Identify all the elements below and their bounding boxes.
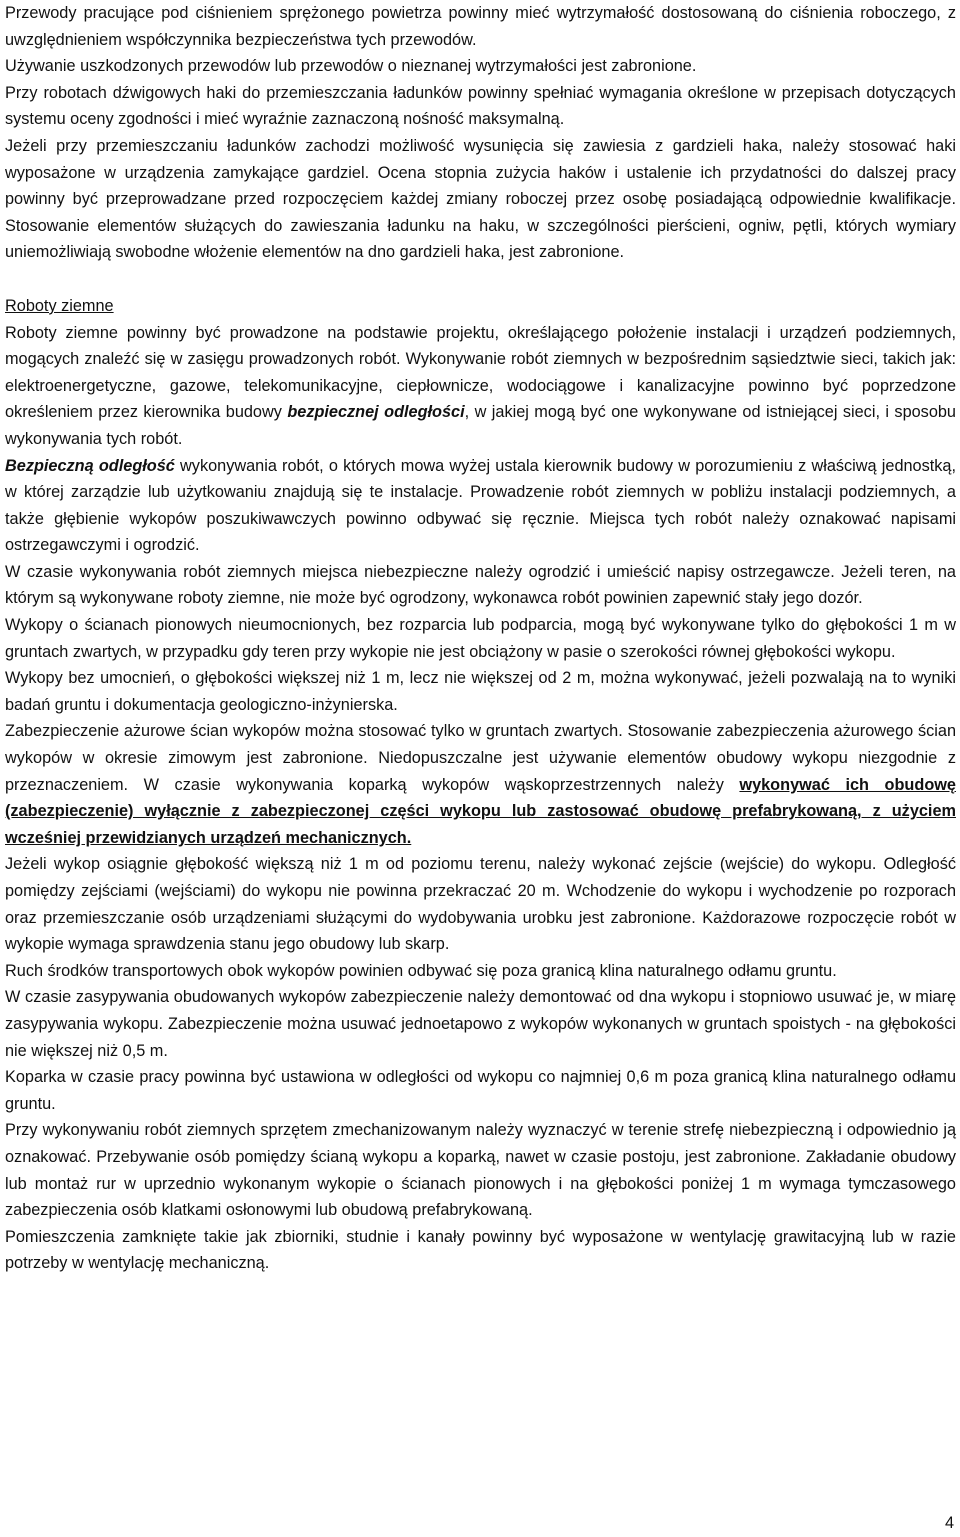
text-run: wykonywania robót, o których mowa wyżej ustala kierownik budowy w porozumieniu z właściwą jednostką, w której zarządzie lub użytkowaniu znajdują się te instalacje. Prowadzenie robót ziemnych w pobliżu instalacji podziemnych, a także głębienie wykopów poszukiwawczych powinno odbywać się ręcznie. Miejsca tych robót należy oznakować napisami ostrzegawczymi i ogrodzić.: [5, 456, 956, 555]
paragraph-unreinforced-excavations: Wykopy bez umocnień, o głębokości większej niż 1 m, lecz nie większej od 2 m, można wykonywać, jeżeli pozwalają na to wyniki badań gruntu i dokumentacja geologiczno-inżynierska.: [5, 669, 956, 714]
paragraph-access-ladders: Jeżeli wykop osiągnie głębokość większą niż 1 m od poziomu terenu, należy wykonać zejście (wejście) do wykopu. Odległość pomiędzy zejściami (wejściami) do wykopu nie powinna przekraczać 20 m. Wchodzenie do wykopu i wychodzenie po rozporach oraz przemieszczanie osób urządzeniami służącymi do wydobywania urobku jest zabronione. Każdorazowe rozpoczęcie robót w wykopie wymaga sprawdzenia stanu jego obudowy lub skarp.: [5, 855, 956, 954]
section-heading-earthworks: Roboty ziemne: [5, 296, 114, 315]
paragraph-safe-distance: [5, 453, 956, 559]
paragraph-vertical-walls: Wykopy o ścianach pionowych nieumocnionych, bez rozparcia lub podparcia, mogą być wykonywane tylko do głębokości 1 m w gruntach zwartych, w przypadku gdy teren przy wykopie nie jest obciążony w pasie o szerokości równej głębokości wykopu.: [5, 616, 956, 661]
document-body: [5, 0, 956, 1277]
text-run: Zabezpieczenie ażurowe ścian wykopów można stosować tylko w gruntach zwartych. Stosowanie zabezpieczenia ażurowego ścian wykopów w okresie zimowym jest zabronione. Niedopuszczalne jest używanie elementów obudowy wykopu niezgodnie z przeznaczeniem. W czasie wykonywania koparką wykopów wąskoprzestrzennych należy: [5, 722, 956, 794]
paragraph-damaged-hoses: Używanie uszkodzonych przewodów lub przewodów o nieznanej wytrzymałości jest zabronione.: [5, 57, 697, 76]
section-spacer: [5, 266, 956, 293]
page-number: 4: [944, 1514, 954, 1532]
emphasis-shoring-requirement: wykonywać ich obudowę (zabezpieczenie) wyłącznie z zabezpieczonej części wykopu lub zastosować obudowę prefabrykowaną, z użyciem wcześniej przewidzianych urządzeń mechanicznych.: [5, 775, 956, 847]
text-run: , w jakiej mogą być one wykonywane od istniejącej sieci, i sposobu wykonywania tych robót.: [5, 403, 956, 448]
paragraph-hook-safety: Jeżeli przy przemieszczaniu ładunków zachodzi możliwość wysunięcia się zawiesia z gardzieli haka, należy stosować haki wyposażone w urządzenia zamykające gardziel. Ocena stopnia zużycia haków i ustalenie ich przydatności do dalszej pracy powinny być przeprowadzane przed rozpoczęciem każdej zmiany roboczej przez osobę posiadającą odpowiednie kwalifikacje. Stosowanie elementów służących do zawieszania ładunku na haku, w szczególności pierścieni, ogniw, pętli, których wymiary uniemożliwiają swobodne włożenie elementów na dno gardzieli haka, jest zabronione.: [5, 136, 956, 262]
paragraph-danger-zone: Przy wykonywaniu robót ziemnych sprzętem zmechanizowanym należy wyznaczyć w terenie strefę niebezpieczną i odpowiednio ją oznakować. Przebywanie osób pomiędzy ścianą wykopu a koparką, nawet w czasie postoju, jest zabronione. Zakładanie obudowy lub montaż rur w uprzednio wykonanym wykopie o ścianach pionowych i na głębokości poniżej 1 m wymaga tymczasowego zabezpieczenia osób klatkami osłonowymi lub obudową prefabrykowaną.: [5, 1121, 956, 1220]
paragraph-compressed-air-hoses: Przewody pracujące pod ciśnieniem sprężonego powietrza powinny mieć wytrzymałość dostosowaną do ciśnienia roboczego, z uwzględnieniem współczynnika bezpieczeństwa tych przewodów.: [5, 4, 956, 49]
paragraph-crane-hooks: Przy robotach dźwigowych haki do przemieszczania ładunków powinny spełniać wymagania określone w przepisach dotyczących systemu oceny zgodności i mieć wyraźnie zaznaczoną nośność maksymalną.: [5, 83, 956, 129]
paragraph-ventilation: Pomieszczenia zamknięte takie jak zbiorniki, studnie i kanały powinny być wyposażone w wentylację grawitacyjną lub w razie potrzeby w wentylację mechaniczną.: [5, 1227, 956, 1273]
text-run: Roboty ziemne powinny być prowadzone na podstawie projektu, określającego położenie instalacji i urządzeń podziemnych, mogących znaleźć się w zasięgu prowadzonych robót. Wykonywanie robót ziemnych w bezpośrednim sąsiedztwie sieci, takich jak: elektroenergetyczne, gazowe, telekomunikacyjne, ciepłownicze, wodociągowe i kanalizacyjne powinno być poprzedzone określeniem przez kierownika budowy: [5, 323, 956, 422]
emphasis-safe-distance: bezpiecznej odległości: [287, 403, 465, 422]
paragraph-openwork-protection: [5, 718, 956, 851]
paragraph-excavator-distance: Koparka w czasie pracy powinna być ustawiona w odległości od wykopu co najmniej 0,6 m poza granicą klina naturalnego odłamu gruntu.: [5, 1068, 956, 1113]
paragraph-backfilling: W czasie zasypywania obudowanych wykopów zabezpieczenie należy demontować od dna wykopu i stopniowo usuwać je, w miarę zasypywania wykopu. Zabezpieczenie można usuwać jednoetapowo z wykopów wykonanych w gruntach spoistych - na głębokości nie większej niż 0,5 m.: [5, 988, 956, 1060]
paragraph-fencing: W czasie wykonywania robót ziemnych miejsca niebezpieczne należy ogrodzić i umieścić napisy ostrzegawcze. Jeżeli teren, na którym są wykonywane roboty ziemne, nie może być ogrodzony, wykonawca robót powinien zapewnić stały jego dozór.: [5, 562, 956, 608]
paragraph-earthworks-project: [5, 320, 956, 453]
paragraph-vehicle-traffic: Ruch środków transportowych obok wykopów powinien odbywać się poza granicą klina naturalnego odłamu gruntu.: [5, 961, 837, 980]
emphasis-safe-distance-lead: Bezpieczną odległość: [5, 456, 175, 475]
